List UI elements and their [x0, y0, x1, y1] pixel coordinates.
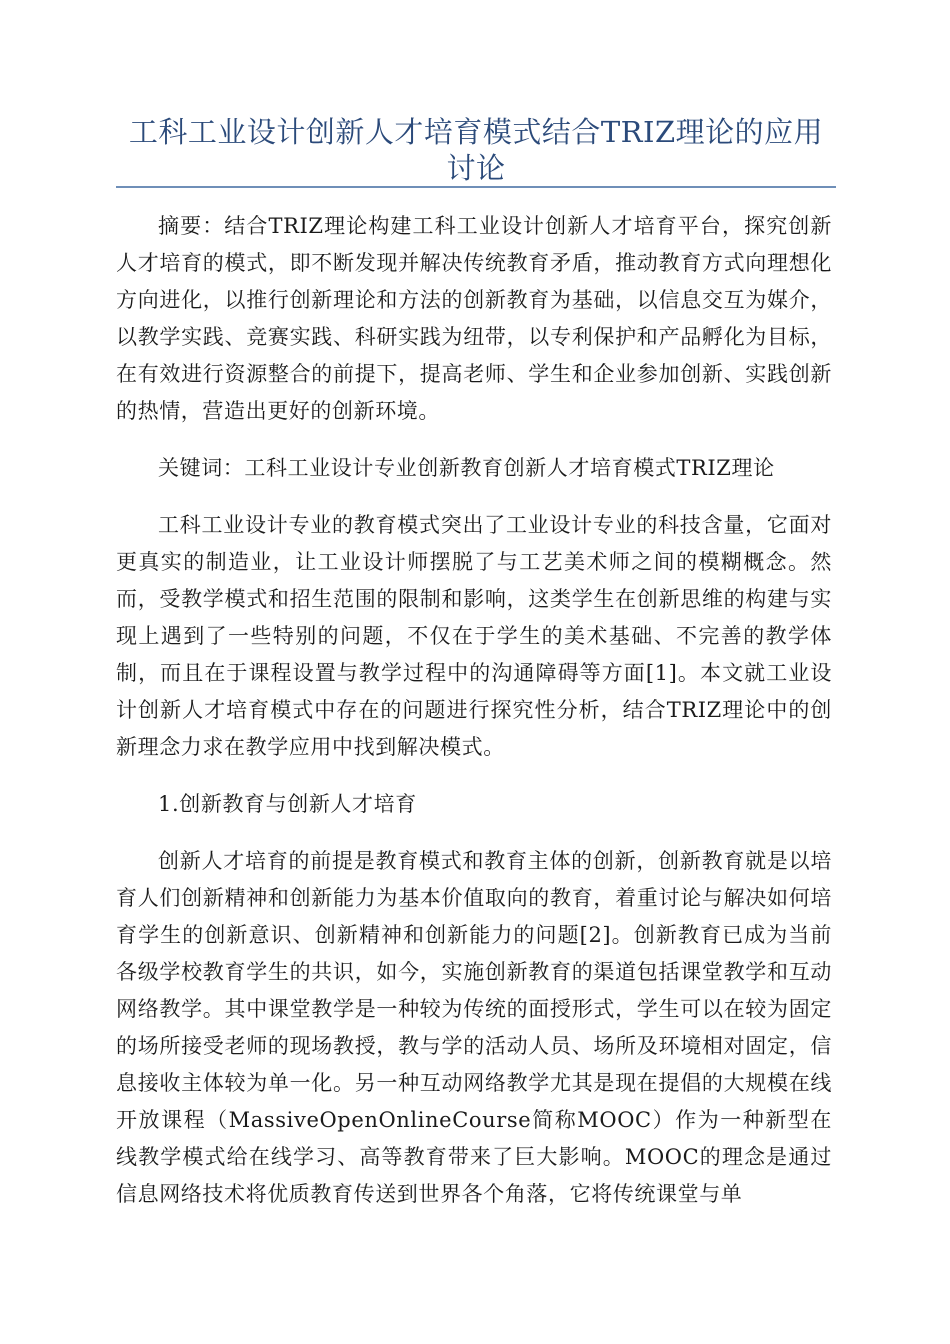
- section-paragraph: 创新人才培育的前提是教育模式和教育主体的创新，创新教育就是以培育人们创新精神和创新能力为基本价值取向的教育，着重讨论与解决如何培育学生的创新意识、创新精神和创新能力的问题[2]。创新教育已成为当前各级学校教育学生的共识，如今，实施创新教育的渠道包括课堂教学和互动网络教学。其中课堂教学是一种较为传统的面授形式，学生可以在较为固定的场所接受老师的现场教授，教与学的活动人员、场所及环境相对固定，信息接收主体较为单一化。另一种互动网络教学尤其是现在提倡的大规模在线开放课程（MassiveOpenOnlineCourse简称MOOC）作为一种新型在线教学模式给在线学习、高等教育带来了巨大影响。MOOC的理念是通过信息网络技术将优质教育传送到世界各个角落，它将传统课堂与单: [116, 849, 832, 1206]
- title-divider: [116, 186, 836, 188]
- abstract-paragraph: 摘要：结合TRIZ理论构建工科工业设计创新人才培育平台，探究创新人才培育的模式，即不断发现并解决传统教育矛盾，推动教育方式向理想化方向进化，以推行创新理论和方法的创新教育为基础，以信息交互为媒介，以教学实践、竞赛实践、科研实践为纽带，以专利保护和产品孵化为目标，在有效进行资源整合的前提下，提高老师、学生和企业参加创新、实践创新的热情，营造出更好的创新环境。: [116, 214, 832, 423]
- keywords-paragraph: 关键词：工科工业设计专业创新教育创新人才培育模式TRIZ理论: [158, 456, 775, 480]
- document-title: 工科工业设计创新人才培育模式结合TRIZ理论的应用讨论: [128, 115, 824, 185]
- document-body: [116, 208, 832, 1233]
- intro-paragraph: 工科工业设计专业的教育模式突出了工业设计专业的科技含量，它面对更真实的制造业，让工业设计师摆脱了与工艺美术师之间的模糊概念。然而，受教学模式和招生范围的限制和影响，这类学生在创新思维的构建与实现上遇到了一些特别的问题，不仅在于学生的美术基础、不完善的教学体制，而且在于课程设置与教学过程中的沟通障碍等方面[1]。本文就工业设计创新人才培育模式中存在的问题进行探究性分析，结合TRIZ理论中的创新理念力求在教学应用中找到解决模式。: [116, 513, 832, 759]
- section-heading: 1.创新教育与创新人才培育: [158, 792, 417, 816]
